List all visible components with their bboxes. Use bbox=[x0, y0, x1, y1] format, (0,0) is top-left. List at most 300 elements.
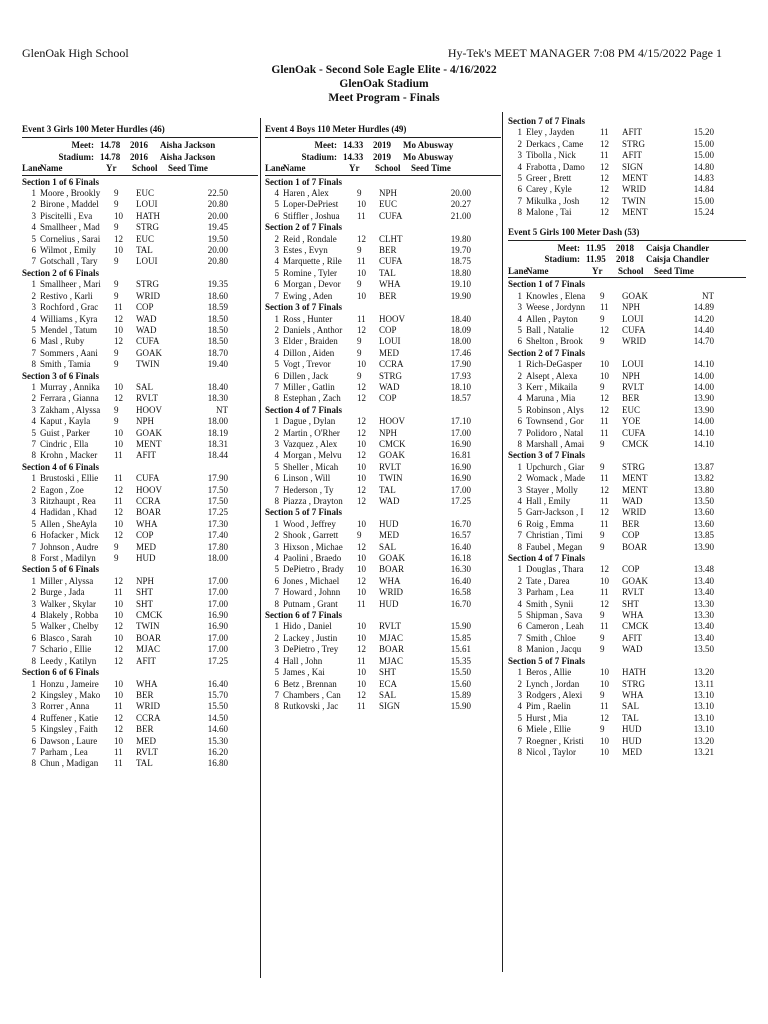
athlete-name: Miller , Gatlin bbox=[283, 381, 335, 392]
entry-row bbox=[508, 314, 746, 325]
athlete-name: Beros , Allie bbox=[526, 667, 572, 678]
seed-time: 14.84 bbox=[693, 184, 714, 195]
entry-row bbox=[265, 291, 501, 302]
grade: 10 bbox=[357, 267, 366, 278]
lane: 3 bbox=[31, 496, 36, 506]
athlete-name: Kaput , Kayla bbox=[40, 416, 91, 427]
school-code: HOOV bbox=[136, 404, 162, 415]
athlete-name: Dillen , Jack bbox=[283, 370, 329, 381]
record-label: Stadium: bbox=[544, 254, 580, 265]
grade: 12 bbox=[600, 484, 609, 495]
seed-time: 13.60 bbox=[693, 507, 714, 518]
seed-time: 17.40 bbox=[207, 530, 228, 541]
entry-row bbox=[508, 690, 746, 701]
seed-time: 22.50 bbox=[207, 188, 228, 199]
athlete-name: James , Kai bbox=[283, 667, 325, 678]
seed-time: 13.10 bbox=[693, 724, 714, 735]
lane: 8 bbox=[517, 207, 522, 218]
grade: 10 bbox=[114, 598, 123, 609]
lane: 5 bbox=[31, 324, 36, 335]
section-label: Section 5 of 7 Finals bbox=[265, 507, 343, 518]
seed-time: 20.27 bbox=[450, 199, 471, 210]
athlete-name: Vogt , Trevor bbox=[283, 359, 331, 370]
entry-row bbox=[265, 439, 501, 450]
athlete-name: Estes , Evyn bbox=[283, 245, 328, 256]
seed-time: 14.89 bbox=[693, 302, 714, 313]
record-year: 2019 bbox=[373, 151, 391, 162]
seed-time: 18.31 bbox=[207, 438, 228, 449]
grade: 10 bbox=[357, 518, 366, 529]
entry-row bbox=[508, 184, 746, 195]
seed-time: 13.87 bbox=[693, 461, 714, 472]
athlete-name: Ritzhaupt , Rea bbox=[40, 496, 96, 506]
lane: 6 bbox=[274, 210, 279, 221]
lane: 3 bbox=[31, 404, 36, 415]
grade: 9 bbox=[114, 347, 119, 358]
athlete-name: Christian , Timi bbox=[526, 530, 583, 541]
school-code: GOAK bbox=[379, 450, 405, 461]
lane: 1 bbox=[274, 313, 279, 324]
school-code: SHT bbox=[379, 667, 397, 678]
seed-time: 19.70 bbox=[450, 245, 471, 256]
record-time: 14.33 bbox=[343, 140, 364, 151]
lane: 3 bbox=[31, 302, 36, 313]
entry-row bbox=[22, 348, 258, 359]
seed-time: 18.40 bbox=[450, 313, 471, 324]
athlete-name: Reid , Rondale bbox=[283, 233, 337, 244]
school-code: COP bbox=[379, 324, 397, 335]
entry-row bbox=[22, 336, 258, 347]
entry-row bbox=[22, 690, 258, 701]
entry-row bbox=[22, 382, 258, 393]
column-header bbox=[265, 163, 501, 175]
entry-row bbox=[265, 485, 501, 496]
grade: 11 bbox=[600, 587, 609, 598]
lane: 2 bbox=[31, 393, 36, 404]
grade: 10 bbox=[357, 461, 366, 472]
school-code: CCRA bbox=[136, 496, 161, 506]
school-code: WAD bbox=[136, 324, 157, 335]
athlete-name: Greer , Brett bbox=[526, 173, 572, 184]
lane: 6 bbox=[517, 184, 522, 195]
grade: 12 bbox=[357, 416, 366, 427]
lane: 1 bbox=[517, 359, 522, 370]
seed-time: 17.90 bbox=[207, 473, 228, 484]
athlete-name: Putnam , Grant bbox=[283, 598, 338, 609]
grade: 9 bbox=[114, 404, 119, 415]
seed-time: 16.81 bbox=[450, 450, 471, 461]
seed-time: 15.61 bbox=[450, 644, 471, 655]
seed-time: 14.00 bbox=[693, 416, 714, 427]
entry-row bbox=[22, 507, 258, 518]
athlete-name: Kerr , Mikaila bbox=[526, 381, 578, 392]
lane: 7 bbox=[31, 438, 36, 449]
grade: 9 bbox=[600, 689, 605, 700]
school-code: RVLT bbox=[622, 381, 644, 392]
seed-time: 17.00 bbox=[450, 484, 471, 495]
athlete-name: Jones , Michael bbox=[283, 575, 340, 586]
lane: 6 bbox=[517, 518, 522, 529]
entry-row bbox=[508, 519, 746, 530]
school-code: MENT bbox=[622, 484, 648, 495]
grade: 10 bbox=[600, 359, 609, 370]
seed-time: 17.50 bbox=[207, 496, 228, 506]
lane: 5 bbox=[274, 667, 279, 678]
header-school: School bbox=[618, 265, 644, 276]
lane: 7 bbox=[274, 689, 279, 700]
record-line bbox=[508, 254, 746, 265]
lane: 2 bbox=[31, 689, 36, 700]
lane: 1 bbox=[517, 127, 522, 138]
school-code: HUD bbox=[622, 735, 642, 746]
grade: 10 bbox=[600, 575, 609, 586]
grade: 11 bbox=[114, 746, 123, 757]
entry-row bbox=[22, 519, 258, 530]
seed-time: 14.10 bbox=[693, 359, 714, 370]
lane: 2 bbox=[274, 233, 279, 244]
grade: 9 bbox=[600, 632, 605, 643]
grade: 9 bbox=[114, 541, 119, 552]
athlete-name: Smallheer , Mad bbox=[40, 222, 100, 233]
athlete-name: Loper-DePriest bbox=[283, 199, 339, 210]
entry-row bbox=[265, 199, 501, 210]
record-line bbox=[265, 152, 501, 163]
entry-row bbox=[265, 393, 501, 404]
lane: 4 bbox=[517, 701, 522, 712]
lane: 6 bbox=[517, 724, 522, 735]
grade: 12 bbox=[114, 336, 123, 347]
record-year: 2016 bbox=[130, 151, 148, 162]
grade: 12 bbox=[114, 484, 123, 495]
athlete-name: Howard , Johnn bbox=[283, 587, 341, 598]
lane: 2 bbox=[31, 484, 36, 495]
seed-time: 16.70 bbox=[450, 598, 471, 609]
entry-row bbox=[265, 256, 501, 267]
entry-row bbox=[265, 690, 501, 701]
lane: 1 bbox=[31, 188, 36, 199]
school-code: NPH bbox=[379, 427, 398, 438]
seed-time: 17.30 bbox=[207, 518, 228, 529]
seed-time: 14.00 bbox=[693, 370, 714, 381]
seed-time: 15.50 bbox=[207, 701, 228, 712]
grade: 12 bbox=[600, 598, 609, 609]
seed-time: 17.90 bbox=[450, 359, 471, 370]
seed-time: 19.40 bbox=[207, 359, 228, 370]
school-code: MED bbox=[622, 746, 642, 757]
school-code: MENT bbox=[622, 207, 648, 218]
athlete-name: Ross , Hunter bbox=[283, 313, 333, 324]
grade: 12 bbox=[600, 207, 609, 218]
lane: 3 bbox=[274, 541, 279, 552]
grade: 10 bbox=[357, 632, 366, 643]
entry-row bbox=[508, 439, 746, 450]
entry-row bbox=[265, 371, 501, 382]
entry-row bbox=[22, 279, 258, 290]
grade: 11 bbox=[357, 256, 366, 267]
athlete-name: Walker , Chelby bbox=[40, 621, 99, 632]
athlete-name: Hofacker , Mick bbox=[40, 530, 100, 541]
grade: 12 bbox=[357, 575, 366, 586]
lane: 4 bbox=[31, 222, 36, 233]
school-code: AFIT bbox=[136, 655, 156, 666]
school-code: CCRA bbox=[136, 712, 161, 723]
entry-row bbox=[508, 485, 746, 496]
lane: 1 bbox=[31, 575, 36, 586]
school-code: COP bbox=[379, 393, 397, 404]
school-code: LOUI bbox=[136, 199, 158, 210]
entry-row bbox=[22, 245, 258, 256]
athlete-name: Martin , O'Rher bbox=[283, 427, 340, 438]
lane: 3 bbox=[517, 689, 522, 700]
seed-time: 16.18 bbox=[450, 553, 471, 564]
entry-row bbox=[265, 314, 501, 325]
lane: 4 bbox=[31, 416, 36, 427]
lane: 1 bbox=[274, 416, 279, 427]
school-code: SAL bbox=[379, 689, 397, 700]
grade: 10 bbox=[114, 610, 123, 621]
school-code: YOE bbox=[622, 416, 641, 427]
seed-time: 15.50 bbox=[450, 667, 471, 678]
lane: 4 bbox=[517, 598, 522, 609]
seed-time: 15.60 bbox=[450, 678, 471, 689]
entry-row bbox=[508, 291, 746, 302]
seed-time: 15.20 bbox=[693, 127, 714, 138]
seed-time: 19.35 bbox=[207, 279, 228, 290]
seed-time: NT bbox=[216, 404, 228, 415]
grade: 9 bbox=[114, 290, 119, 301]
lane: 7 bbox=[517, 195, 522, 206]
entry-row bbox=[22, 599, 258, 610]
seed-time: 17.50 bbox=[207, 484, 228, 495]
grade: 11 bbox=[600, 518, 609, 529]
school-code: MED bbox=[379, 530, 399, 541]
school-code: RVLT bbox=[136, 393, 158, 404]
entry-row bbox=[508, 542, 746, 553]
lane: 2 bbox=[274, 530, 279, 541]
athlete-name: Faubel , Megan bbox=[526, 541, 583, 552]
software-stamp: Hy-Tek's MEET MANAGER 7:08 PM 4/15/2022 Page 1 bbox=[447, 46, 722, 60]
lane: 6 bbox=[31, 530, 36, 541]
lane: 7 bbox=[31, 746, 36, 757]
entry-row bbox=[265, 359, 501, 370]
entry-row bbox=[22, 587, 258, 598]
seed-time: 13.10 bbox=[693, 712, 714, 723]
lane: 5 bbox=[31, 621, 36, 632]
entry-row bbox=[22, 701, 258, 712]
school-code: WRID bbox=[622, 336, 646, 347]
entry-row bbox=[265, 599, 501, 610]
seed-time: 13.11 bbox=[694, 678, 714, 689]
header-school: School bbox=[375, 163, 401, 174]
athlete-name: Shelton , Brook bbox=[526, 336, 583, 347]
seed-time: 15.90 bbox=[450, 621, 471, 632]
entry-row bbox=[22, 211, 258, 222]
athlete-name: Weese , Jordynn bbox=[526, 302, 586, 313]
school-code: TAL bbox=[136, 758, 153, 769]
header-yr: Yr bbox=[349, 163, 360, 174]
entry-row bbox=[265, 245, 501, 256]
school-code: WAD bbox=[136, 313, 157, 324]
athlete-name: Hido , Daniel bbox=[283, 621, 332, 632]
school-code: MENT bbox=[622, 173, 648, 184]
lane: 2 bbox=[517, 473, 522, 484]
seed-time: 13.30 bbox=[693, 610, 714, 621]
grade: 12 bbox=[357, 496, 366, 506]
seed-time: 14.20 bbox=[693, 313, 714, 324]
school-code: GOAK bbox=[622, 290, 648, 301]
grade: 10 bbox=[114, 689, 123, 700]
seed-time: 17.00 bbox=[207, 575, 228, 586]
grade: 10 bbox=[114, 518, 123, 529]
seed-time: 13.30 bbox=[693, 598, 714, 609]
school-code: WHA bbox=[136, 678, 158, 689]
grade: 9 bbox=[600, 381, 605, 392]
grade: 9 bbox=[357, 530, 362, 541]
school-code: MENT bbox=[136, 438, 162, 449]
grade: 10 bbox=[357, 678, 366, 689]
athlete-name: Kingsley , Mako bbox=[40, 689, 101, 700]
athlete-name: Vazquez , Alex bbox=[283, 438, 338, 449]
athlete-name: Parham , Lea bbox=[526, 587, 574, 598]
athlete-name: Carey , Kyle bbox=[526, 184, 572, 195]
stadium-title: GlenOak Stadium bbox=[339, 78, 429, 90]
school-code: CMCK bbox=[136, 610, 163, 621]
grade: 12 bbox=[114, 575, 123, 586]
seed-time: 18.60 bbox=[207, 290, 228, 301]
entry-row bbox=[265, 473, 501, 484]
school-code: LOUI bbox=[622, 359, 644, 370]
seed-time: 18.50 bbox=[207, 336, 228, 347]
athlete-name: Wood , Jeffrey bbox=[283, 518, 336, 529]
lane: 2 bbox=[517, 678, 522, 689]
seed-time: 14.10 bbox=[693, 427, 714, 438]
lane: 2 bbox=[31, 290, 36, 301]
school-name: GlenOak High School bbox=[22, 46, 129, 60]
school-code: TWIN bbox=[622, 195, 646, 206]
entry-row bbox=[22, 314, 258, 325]
grade: 9 bbox=[357, 336, 362, 347]
seed-time: 18.30 bbox=[207, 393, 228, 404]
lane: 4 bbox=[274, 188, 279, 199]
entry-row bbox=[508, 667, 746, 678]
entry-row bbox=[22, 610, 258, 621]
athlete-name: Elder , Braiden bbox=[283, 336, 338, 347]
section-label: Section 3 of 7 Finals bbox=[265, 302, 343, 313]
athlete-name: Blakely , Robba bbox=[40, 610, 99, 621]
athlete-name: Guist , Parker bbox=[40, 427, 90, 438]
grade: 9 bbox=[600, 541, 605, 552]
grade: 10 bbox=[114, 245, 123, 256]
school-code: GOAK bbox=[136, 427, 162, 438]
seed-time: 16.40 bbox=[450, 575, 471, 586]
record-label: Meet: bbox=[71, 140, 94, 151]
grade: 10 bbox=[357, 564, 366, 575]
seed-time: 20.00 bbox=[207, 210, 228, 221]
grade: 10 bbox=[114, 438, 123, 449]
school-code: MED bbox=[136, 735, 156, 746]
column-2 bbox=[265, 124, 501, 713]
entry-row bbox=[265, 211, 501, 222]
grade: 9 bbox=[357, 370, 362, 381]
athlete-name: Miller , Alyssa bbox=[40, 575, 94, 586]
header-seed: Seed Time bbox=[168, 163, 208, 174]
school-code: WRID bbox=[136, 701, 160, 712]
school-code: CUFA bbox=[622, 324, 646, 335]
lane: 2 bbox=[274, 324, 279, 335]
record-holder: Caisja Chandler bbox=[646, 243, 710, 254]
school-code: BOAR bbox=[136, 632, 162, 643]
grade: 9 bbox=[600, 530, 605, 541]
school-code: CUFA bbox=[136, 336, 160, 347]
school-code: WHA bbox=[379, 279, 401, 290]
record-year: 2019 bbox=[373, 140, 391, 151]
event-title: Event 3 Girls 100 Meter Hurdles (46) bbox=[22, 124, 258, 138]
lane: 4 bbox=[517, 496, 522, 506]
school-code: CUFA bbox=[379, 210, 403, 221]
athlete-name: Allen , SheAyla bbox=[40, 518, 97, 529]
lane: 5 bbox=[274, 564, 279, 575]
record-label: Stadium: bbox=[58, 151, 94, 162]
entry-row bbox=[22, 621, 258, 632]
lane: 8 bbox=[517, 541, 522, 552]
lane: 2 bbox=[274, 427, 279, 438]
athlete-name: Zakham , Alyssa bbox=[40, 404, 101, 415]
athlete-name: Blasco , Sarah bbox=[40, 632, 92, 643]
school-code: NPH bbox=[622, 302, 641, 313]
column-divider bbox=[260, 118, 261, 978]
athlete-name: Robinson , Alys bbox=[526, 404, 584, 415]
school-code: BOAR bbox=[379, 564, 405, 575]
school-code: STRG bbox=[379, 370, 403, 381]
entry-row bbox=[22, 644, 258, 655]
grade: 9 bbox=[600, 438, 605, 449]
grade: 10 bbox=[600, 746, 609, 757]
lane: 4 bbox=[274, 256, 279, 267]
lane: 6 bbox=[274, 575, 279, 586]
seed-time: 15.85 bbox=[450, 632, 471, 643]
seed-time: 16.20 bbox=[207, 746, 228, 757]
event-title: Event 5 Girls 100 Meter Dash (53) bbox=[508, 227, 746, 241]
entry-row bbox=[265, 530, 501, 541]
header-yr: Yr bbox=[592, 265, 603, 276]
grade: 12 bbox=[357, 381, 366, 392]
entry-row bbox=[265, 416, 501, 427]
grade: 12 bbox=[600, 173, 609, 184]
header-lane: Lane bbox=[508, 265, 528, 276]
seed-time: 13.82 bbox=[693, 473, 714, 484]
lane: 7 bbox=[31, 644, 36, 655]
record-time: 14.33 bbox=[343, 151, 364, 162]
athlete-name: Womack , Made bbox=[526, 473, 586, 484]
school-code: WRID bbox=[622, 507, 646, 518]
athlete-name: Frabotta , Damo bbox=[526, 161, 585, 172]
school-code: MJAC bbox=[379, 655, 404, 666]
record-holder: Mo Abusway bbox=[403, 140, 454, 151]
event-title: Event 4 Boys 110 Meter Hurdles (49) bbox=[265, 124, 501, 138]
athlete-name: Upchurch , Giar bbox=[526, 461, 585, 472]
lane: 5 bbox=[517, 507, 522, 518]
lane: 7 bbox=[517, 735, 522, 746]
school-code: MED bbox=[379, 347, 399, 358]
grade: 11 bbox=[600, 701, 609, 712]
record-holder: Aisha Jackson bbox=[160, 151, 216, 162]
entry-row bbox=[265, 667, 501, 678]
grade: 12 bbox=[357, 427, 366, 438]
athlete-name: Estephan , Zach bbox=[283, 393, 341, 404]
school-code: WHA bbox=[136, 518, 158, 529]
grade: 11 bbox=[600, 127, 609, 138]
lane: 3 bbox=[31, 598, 36, 609]
